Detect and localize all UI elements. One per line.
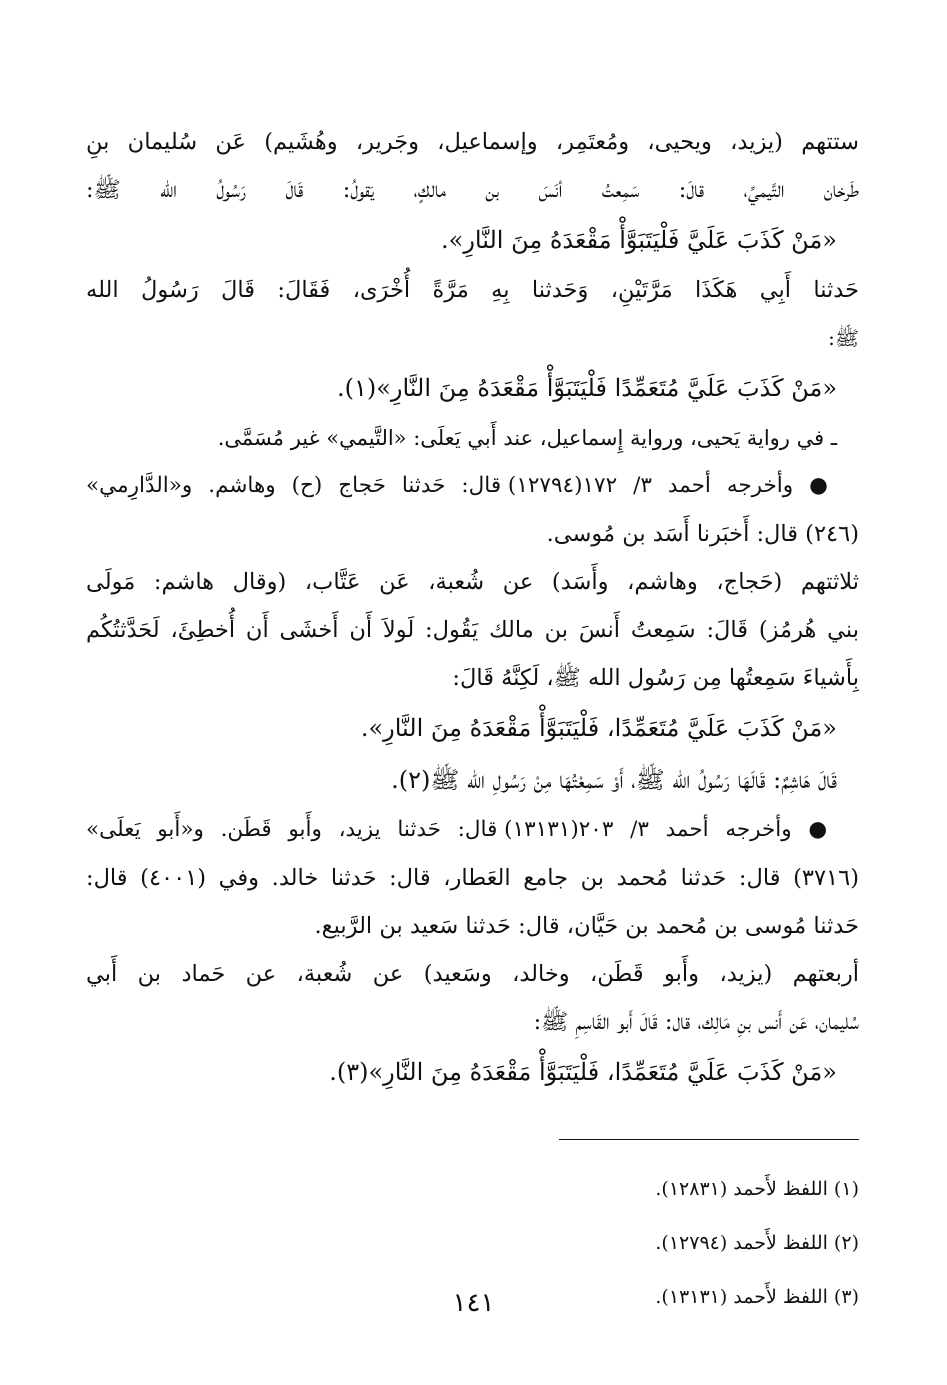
footnote-2: (٢) اللفظ لأَحمد (١٢٧٩٤).: [655, 1232, 859, 1254]
text-line: بني هُرمُز) قَالَ: سَمِعتُ أَنسَ بن مالك يَقُول: لَولاَ أَن أَخشَى أَن أُخطِئَ، لَحَدَّثتُكُم: [86, 617, 859, 643]
page-number: ١٤١: [452, 1288, 495, 1318]
footnote-divider: [559, 1139, 859, 1140]
text-line: ثلاثتهم (حَجاج، وهاشم، وأَسَد) عن شُعبة، عَن عَتَّاب، (وقال هاشم: مَولَى: [86, 569, 859, 595]
hadith-quote: «مَنْ كَذَبَ عَلَيَّ مُتَعَمِّدًا فَلْيَتَبَوَّأْ مَقْعَدَهُ مِنَ النَّارِ»(١).: [336, 374, 837, 402]
text-line: حَدثنا أَبِي هَكَذَا مَرَّتَيْنِ، وَحَدثنا بِهِ مَرَّةً أُخْرَى، فَقَالَ: قَالَ رَسُولُ الله: [86, 277, 859, 303]
text-line: (٢٤٦) قال: أَخبَرنا أَسَد بن مُوسى.: [546, 521, 859, 547]
hadith-quote: «مَنْ كَذَبَ عَلَيَّ فَلْيَتَبَوَّأْ مَقْعَدَهُ مِنَ النَّارِ».: [441, 226, 837, 254]
hadith-quote: «مَنْ كَذَبَ عَلَيَّ مُتَعَمِّدًا، فَلْيَتَبَوَّأْ مَقْعَدَهُ مِنَ النَّارِ».: [360, 714, 837, 742]
text-line: أربعتهم (يزيد، وأَبو قَطَن، وخالد، وسَعيد) عن شُعبة، عن حَماد بن أَبي: [86, 961, 859, 987]
text-line: (٣٧١٦) قال: حَدثنا مُحمد بن جامع العَطار، قال: حَدثنا خالد. وفي (٤٠٠١) قال:: [86, 865, 859, 891]
footnote-1: (١) اللفظ لأَحمد (١٢٨٣١).: [655, 1178, 859, 1200]
text-line: سُليمان، عَن أَنس بنِ مَالِك، قال: قَالَ أَبو القَاسِمِ ﷺ:: [533, 1009, 859, 1035]
salutation-line: ﷺ:: [828, 326, 859, 350]
hadith-quote: «مَنْ كَذَبَ عَلَيَّ مُتَعَمِّدًا، فَلْيَتَبَوَّأْ مَقْعَدَهُ مِنَ النَّارِ»(٣).: [329, 1058, 837, 1086]
text-line: حَدثنا مُوسى بن مُحمد بن حَيَّان، قال: حَدثنا سَعيد بن الرَّبيع.: [314, 913, 859, 939]
text-line: ستتهم (يزيد، ويحيى، ومُعتَمِر، وإسماعيل، وجَرير، وهُشَيم) عَن سُليمان بنِ: [86, 129, 859, 155]
main-text: [86, 118, 859, 1098]
text-line: بِأَشياءَ سَمِعتُها مِن رَسُول الله ﷺ، لَكِنَّهُ قَالَ:: [452, 665, 859, 691]
source-reference: ● وأخرجه أحمد ٣/ ٢٠٣(١٣١٣١) قال: حَدثنا يزيد، وأَبو قَطَن. و«أَبو يَعلَى»: [86, 817, 837, 842]
text-line: طَرخان التَّيميِّ، قالَ: سَمِعتُ أنَسَ بن مالكٍ، يَقولُ: قَالَ رَسُولُ الله ﷺ:: [86, 177, 859, 203]
footnote-3: (٣) اللفظ لأَحمد (١٣١٣١).: [655, 1286, 859, 1308]
narration-note: ـ في رواية يَحيى، ورواية إِسماعيل، عند أَبي يَعلَى: «التَّيمي» غير مُسَمَّى.: [217, 426, 837, 450]
source-reference: ● وأخرجه أحمد ٣/ ١٧٢(١٢٧٩٤) قال: حَدثنا حَجاج (ح) وهاشم. و«الدَّارِمي»: [86, 473, 837, 498]
narrator-comment: قَالَ هَاشِمٌ: قَالَهَا رَسُولُ الله ﷺ، أَوْ سَمِعْتُهَا مِنْ رَسُولِ الله ﷺ(٢).: [391, 766, 837, 794]
